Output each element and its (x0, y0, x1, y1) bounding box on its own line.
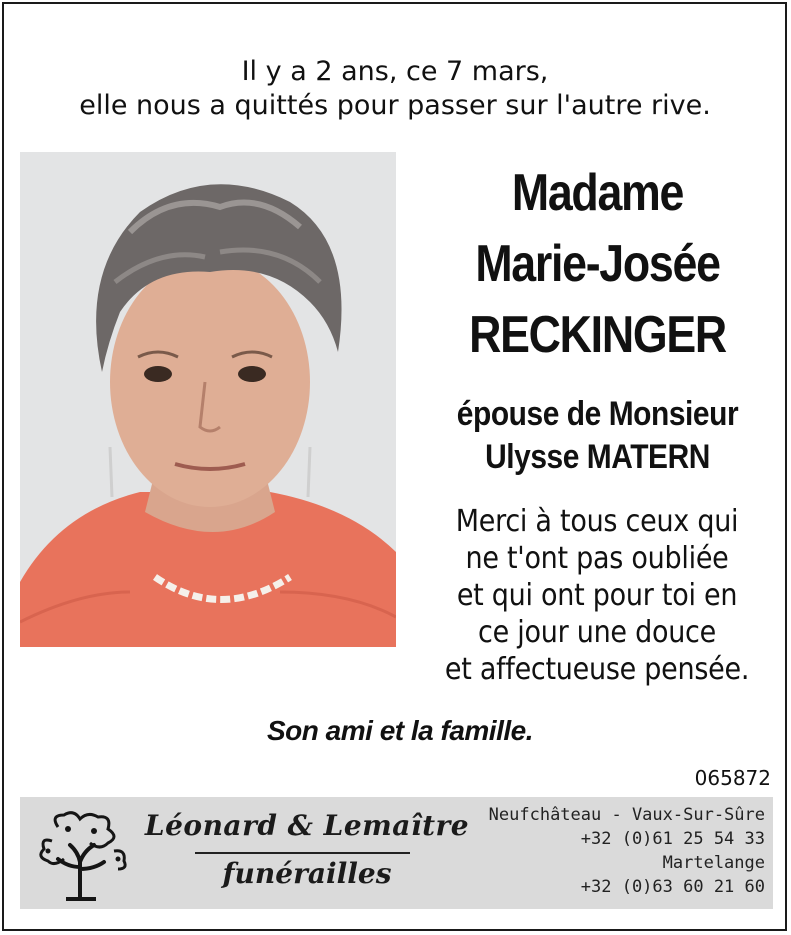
contact-line: Martelange (662, 853, 765, 873)
thanks-line: ce jour une douce (478, 615, 716, 650)
portrait-photo (20, 152, 396, 647)
thanks-line: et qui ont pour toi en (456, 578, 738, 613)
deceased-surname: RECKINGER (469, 306, 726, 364)
intro-line-1: Il y a 2 ans, ce 7 mars, (241, 56, 549, 87)
contact-phone: +32 (0)61 25 54 33 (580, 829, 765, 849)
thanks-line: ne t'ont pas oubliée (465, 541, 729, 576)
deceased-title: Madame (511, 164, 684, 222)
intro-text (20, 55, 770, 123)
spouse-line-2: Ulysse MATERN (485, 438, 710, 476)
contact-phone: +32 (0)63 60 21 60 (580, 877, 765, 897)
thanks-line: Merci à tous ceux qui (455, 504, 739, 539)
funeral-home-name: Léonard & Lemaître (144, 809, 470, 842)
portrait-illustration (20, 152, 396, 647)
contact-line: Neufchâteau - Vaux-Sur-Sûre (488, 805, 765, 825)
spouse-line-1: épouse de Monsieur (456, 395, 739, 433)
reference-number: 065872 (694, 766, 771, 790)
divider (195, 852, 410, 854)
thanks-text (431, 503, 764, 688)
spouse-text (428, 393, 767, 479)
intro-line-2: elle nous a quittés pour passer sur l'autre rive. (79, 90, 711, 121)
funeral-home-contacts (475, 803, 765, 899)
deceased-name (405, 158, 790, 371)
deceased-first-names: Marie-Josée (475, 235, 720, 293)
signature: Son ami et la famille. (267, 715, 533, 746)
funeral-home-subtitle: funérailles (222, 857, 392, 890)
thanks-line: et affectueuse pensée. (444, 652, 750, 687)
funeral-home-banner (20, 797, 773, 909)
tree-logo-icon (28, 807, 138, 902)
